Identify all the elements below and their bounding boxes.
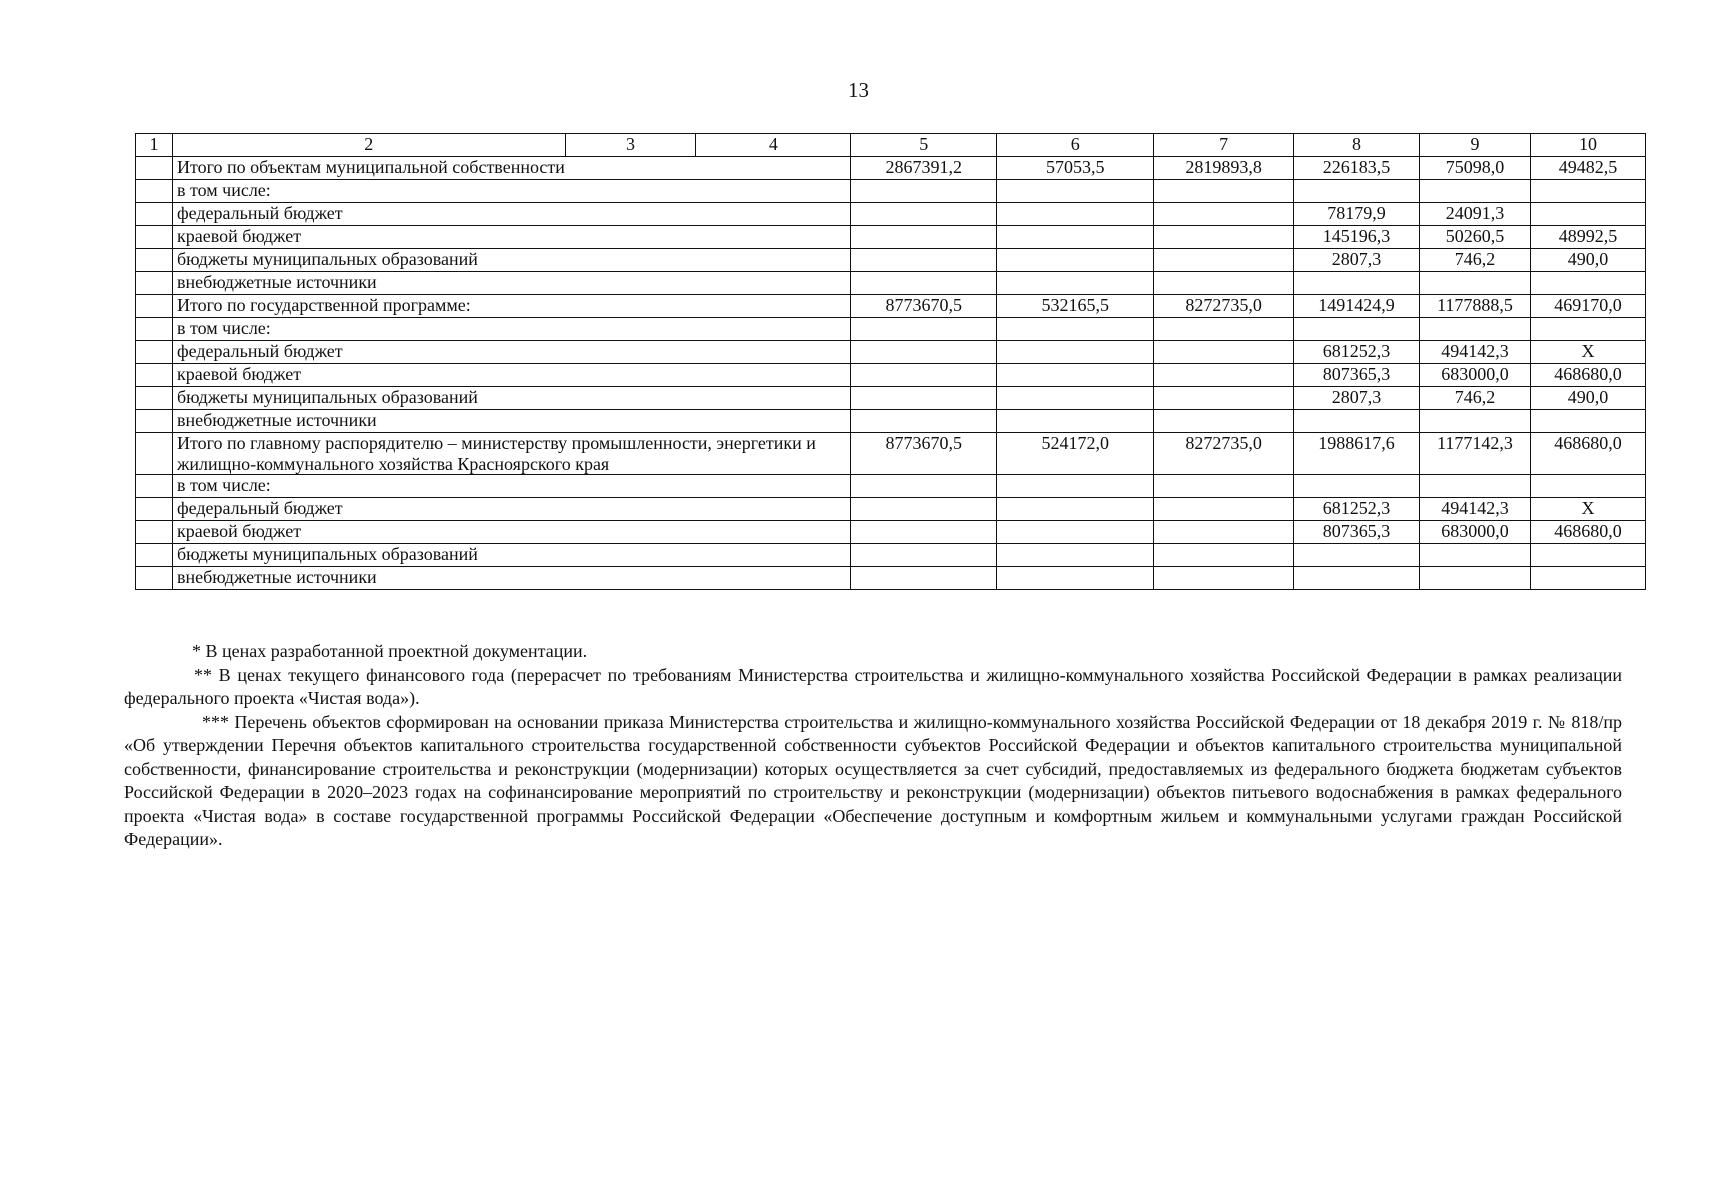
value-cell-v8: 807365,3 xyxy=(1294,521,1420,544)
value-cell-v9: 683000,0 xyxy=(1420,521,1531,544)
value-cell-v10: X xyxy=(1530,498,1645,521)
row-number-cell xyxy=(136,544,173,567)
page-number: 13 xyxy=(848,78,869,102)
value-cell-v8 xyxy=(1294,272,1420,295)
table-row xyxy=(136,567,1646,590)
value-cell-v7: 8272735,0 xyxy=(1154,433,1294,475)
value-cell-v10 xyxy=(1530,318,1645,341)
row-number-cell xyxy=(136,567,173,590)
value-cell-v9: 1177888,5 xyxy=(1420,295,1531,318)
value-cell-v9: 50260,5 xyxy=(1420,226,1531,249)
footnote-1: * В ценах разработанной проектной документации. xyxy=(192,641,588,661)
table-row xyxy=(136,249,1646,272)
value-cell-v7 xyxy=(1154,249,1294,272)
value-cell-v10: 49482,5 xyxy=(1530,157,1645,180)
value-cell-v9 xyxy=(1420,567,1531,590)
value-cell-v7 xyxy=(1154,387,1294,410)
value-cell-v5: 2867391,2 xyxy=(851,157,997,180)
row-number-cell xyxy=(136,410,173,433)
value-cell-v9: 494142,3 xyxy=(1420,341,1531,364)
row-number-cell xyxy=(136,498,173,521)
value-cell-v5 xyxy=(851,180,997,203)
value-cell-v9: 24091,3 xyxy=(1420,203,1531,226)
table-row xyxy=(136,410,1646,433)
row-label: в том числе: xyxy=(172,475,850,498)
value-cell-v9: 746,2 xyxy=(1420,249,1531,272)
value-cell-v7 xyxy=(1154,341,1294,364)
value-cell-v6 xyxy=(997,567,1154,590)
value-cell-v8: 681252,3 xyxy=(1294,498,1420,521)
header-cell: 1 xyxy=(136,134,173,157)
value-cell-v5 xyxy=(851,410,997,433)
row-label: федеральный бюджет xyxy=(172,498,850,521)
value-cell-v5: 8773670,5 xyxy=(851,295,997,318)
value-cell-v5 xyxy=(851,318,997,341)
table-row xyxy=(136,341,1646,364)
row-label: федеральный бюджет xyxy=(172,203,850,226)
value-cell-v8 xyxy=(1294,318,1420,341)
row-number-cell xyxy=(136,295,173,318)
value-cell-v9: 1177142,3 xyxy=(1420,433,1531,475)
header-cell: 5 xyxy=(851,134,997,157)
value-cell-v8: 1491424,9 xyxy=(1294,295,1420,318)
row-label: внебюджетные источники xyxy=(172,272,850,295)
value-cell-v5 xyxy=(851,203,997,226)
value-cell-v6 xyxy=(997,226,1154,249)
value-cell-v5 xyxy=(851,341,997,364)
row-label: краевой бюджет xyxy=(172,521,850,544)
value-cell-v5 xyxy=(851,521,997,544)
table-row xyxy=(136,180,1646,203)
row-label: внебюджетные источники xyxy=(172,410,850,433)
row-label: бюджеты муниципальных образований xyxy=(172,544,850,567)
table-row xyxy=(136,387,1646,410)
value-cell-v5 xyxy=(851,475,997,498)
header-cell: 3 xyxy=(565,134,696,157)
footnote-2: ** В ценах текущего финансового года (перерасчет по требованиям Министерства строительства и жилищно-коммунального хозяйства Российской Федерации в рамках реализации федерального проекта «Чистая вода»). xyxy=(124,664,1622,708)
value-cell-v9: 746,2 xyxy=(1420,387,1531,410)
table-row xyxy=(136,272,1646,295)
table-row xyxy=(136,203,1646,226)
value-cell-v10 xyxy=(1530,203,1645,226)
header-cell: 9 xyxy=(1420,134,1531,157)
value-cell-v5 xyxy=(851,249,997,272)
value-cell-v7 xyxy=(1154,272,1294,295)
row-number-cell xyxy=(136,203,173,226)
value-cell-v6 xyxy=(997,521,1154,544)
value-cell-v9 xyxy=(1420,180,1531,203)
row-label: внебюджетные источники xyxy=(172,567,850,590)
value-cell-v8 xyxy=(1294,475,1420,498)
header-cell: 4 xyxy=(696,134,851,157)
value-cell-v8: 681252,3 xyxy=(1294,341,1420,364)
value-cell-v6 xyxy=(997,249,1154,272)
value-cell-v5 xyxy=(851,567,997,590)
value-cell-v10: 468680,0 xyxy=(1530,521,1645,544)
row-number-cell xyxy=(136,180,173,203)
value-cell-v10 xyxy=(1530,272,1645,295)
value-cell-v9 xyxy=(1420,475,1531,498)
value-cell-v7 xyxy=(1154,226,1294,249)
value-cell-v6 xyxy=(997,341,1154,364)
table-row xyxy=(136,318,1646,341)
row-label: бюджеты муниципальных образований xyxy=(172,387,850,410)
value-cell-v6 xyxy=(997,544,1154,567)
value-cell-v6 xyxy=(997,180,1154,203)
table-row xyxy=(136,475,1646,498)
value-cell-v5 xyxy=(851,498,997,521)
row-number-cell xyxy=(136,341,173,364)
value-cell-v9: 494142,3 xyxy=(1420,498,1531,521)
value-cell-v5 xyxy=(851,387,997,410)
value-cell-v7 xyxy=(1154,180,1294,203)
header-cell: 6 xyxy=(997,134,1154,157)
row-number-cell xyxy=(136,249,173,272)
budget-table xyxy=(135,133,1646,590)
footnotes xyxy=(124,640,1622,852)
value-cell-v5: 8773670,5 xyxy=(851,433,997,475)
value-cell-v7 xyxy=(1154,498,1294,521)
row-label: федеральный бюджет xyxy=(172,341,850,364)
row-label: краевой бюджет xyxy=(172,364,850,387)
value-cell-v8 xyxy=(1294,544,1420,567)
value-cell-v8: 2807,3 xyxy=(1294,387,1420,410)
value-cell-v6: 524172,0 xyxy=(997,433,1154,475)
value-cell-v8 xyxy=(1294,567,1420,590)
table-row xyxy=(136,295,1646,318)
value-cell-v10: 490,0 xyxy=(1530,249,1645,272)
value-cell-v5 xyxy=(851,226,997,249)
value-cell-v8: 145196,3 xyxy=(1294,226,1420,249)
value-cell-v6 xyxy=(997,475,1154,498)
value-cell-v9: 683000,0 xyxy=(1420,364,1531,387)
table-row xyxy=(136,364,1646,387)
value-cell-v7 xyxy=(1154,318,1294,341)
value-cell-v7 xyxy=(1154,475,1294,498)
value-cell-v6: 57053,5 xyxy=(997,157,1154,180)
value-cell-v9 xyxy=(1420,410,1531,433)
value-cell-v6 xyxy=(997,272,1154,295)
value-cell-v5 xyxy=(851,364,997,387)
header-cell: 7 xyxy=(1154,134,1294,157)
value-cell-v10: 48992,5 xyxy=(1530,226,1645,249)
value-cell-v8: 226183,5 xyxy=(1294,157,1420,180)
value-cell-v6 xyxy=(997,364,1154,387)
row-number-cell xyxy=(136,387,173,410)
value-cell-v10: 469170,0 xyxy=(1530,295,1645,318)
value-cell-v6 xyxy=(997,318,1154,341)
row-label: в том числе: xyxy=(172,318,850,341)
value-cell-v8: 807365,3 xyxy=(1294,364,1420,387)
row-label: бюджеты муниципальных образований xyxy=(172,249,850,272)
table-row xyxy=(136,544,1646,567)
value-cell-v9 xyxy=(1420,272,1531,295)
header-cell: 8 xyxy=(1294,134,1420,157)
value-cell-v9: 75098,0 xyxy=(1420,157,1531,180)
value-cell-v6 xyxy=(997,498,1154,521)
value-cell-v6: 532165,5 xyxy=(997,295,1154,318)
table-header-row xyxy=(136,134,1646,157)
row-label: Итого по объектам муниципальной собственности xyxy=(172,157,850,180)
value-cell-v10 xyxy=(1530,410,1645,433)
value-cell-v7: 8272735,0 xyxy=(1154,295,1294,318)
row-number-cell xyxy=(136,226,173,249)
value-cell-v10 xyxy=(1530,544,1645,567)
value-cell-v10: 468680,0 xyxy=(1530,433,1645,475)
value-cell-v7 xyxy=(1154,203,1294,226)
row-number-cell xyxy=(136,364,173,387)
value-cell-v8: 78179,9 xyxy=(1294,203,1420,226)
table-row xyxy=(136,433,1646,475)
value-cell-v6 xyxy=(997,203,1154,226)
value-cell-v10: 490,0 xyxy=(1530,387,1645,410)
header-cell: 2 xyxy=(172,134,565,157)
value-cell-v7 xyxy=(1154,521,1294,544)
value-cell-v7 xyxy=(1154,410,1294,433)
row-number-cell xyxy=(136,521,173,544)
row-number-cell xyxy=(136,433,173,475)
value-cell-v10 xyxy=(1530,567,1645,590)
value-cell-v8: 2807,3 xyxy=(1294,249,1420,272)
table-row xyxy=(136,157,1646,180)
row-number-cell xyxy=(136,272,173,295)
value-cell-v9 xyxy=(1420,544,1531,567)
table-row xyxy=(136,226,1646,249)
value-cell-v8 xyxy=(1294,410,1420,433)
value-cell-v9 xyxy=(1420,318,1531,341)
row-number-cell xyxy=(136,475,173,498)
row-number-cell xyxy=(136,318,173,341)
value-cell-v10: 468680,0 xyxy=(1530,364,1645,387)
value-cell-v5 xyxy=(851,544,997,567)
value-cell-v8 xyxy=(1294,180,1420,203)
row-label: Итого по главному распорядителю – министерству промышленности, энергетики и жилищно-коммунального хозяйства Красноярского края xyxy=(172,433,850,475)
table-row xyxy=(136,498,1646,521)
value-cell-v10: X xyxy=(1530,341,1645,364)
row-number-cell xyxy=(136,157,173,180)
value-cell-v7 xyxy=(1154,567,1294,590)
value-cell-v6 xyxy=(997,410,1154,433)
value-cell-v7 xyxy=(1154,544,1294,567)
row-label: краевой бюджет xyxy=(172,226,850,249)
value-cell-v5 xyxy=(851,272,997,295)
value-cell-v10 xyxy=(1530,475,1645,498)
row-label: в том числе: xyxy=(172,180,850,203)
footnote-3: *** Перечень объектов сформирован на основании приказа Министерства строительства и жилищно-коммунального хозяйства Российской Федерации от 18 декабря 2019 г. № 818/пр «Об утверждении Перечня объектов капитального строительства государственной собственности субъектов Российской Федерации и объектов капитального строительства муниципальной собственности, финансирование строительства и реконструкции (модернизации) которых осуществляется за счет субсидий, предоставляемых из федерального бюджета бюджетам субъектов Российской Федерации в 2020–2023 годах на софинансирование мероприятий по строительству и реконструкции (модернизации) объектов питьевого водоснабжения в рамках федерального проекта «Чистая вода» в составе государственной программы Российской Федерации «Обеспечение доступным и комфортным жильем и коммунальными услугами граждан Российской Федерации». xyxy=(124,711,1622,849)
row-label: Итого по государственной программе: xyxy=(172,295,850,318)
header-cell: 10 xyxy=(1530,134,1645,157)
value-cell-v10 xyxy=(1530,180,1645,203)
value-cell-v8: 1988617,6 xyxy=(1294,433,1420,475)
value-cell-v7 xyxy=(1154,364,1294,387)
table-row xyxy=(136,521,1646,544)
value-cell-v6 xyxy=(997,387,1154,410)
value-cell-v7: 2819893,8 xyxy=(1154,157,1294,180)
